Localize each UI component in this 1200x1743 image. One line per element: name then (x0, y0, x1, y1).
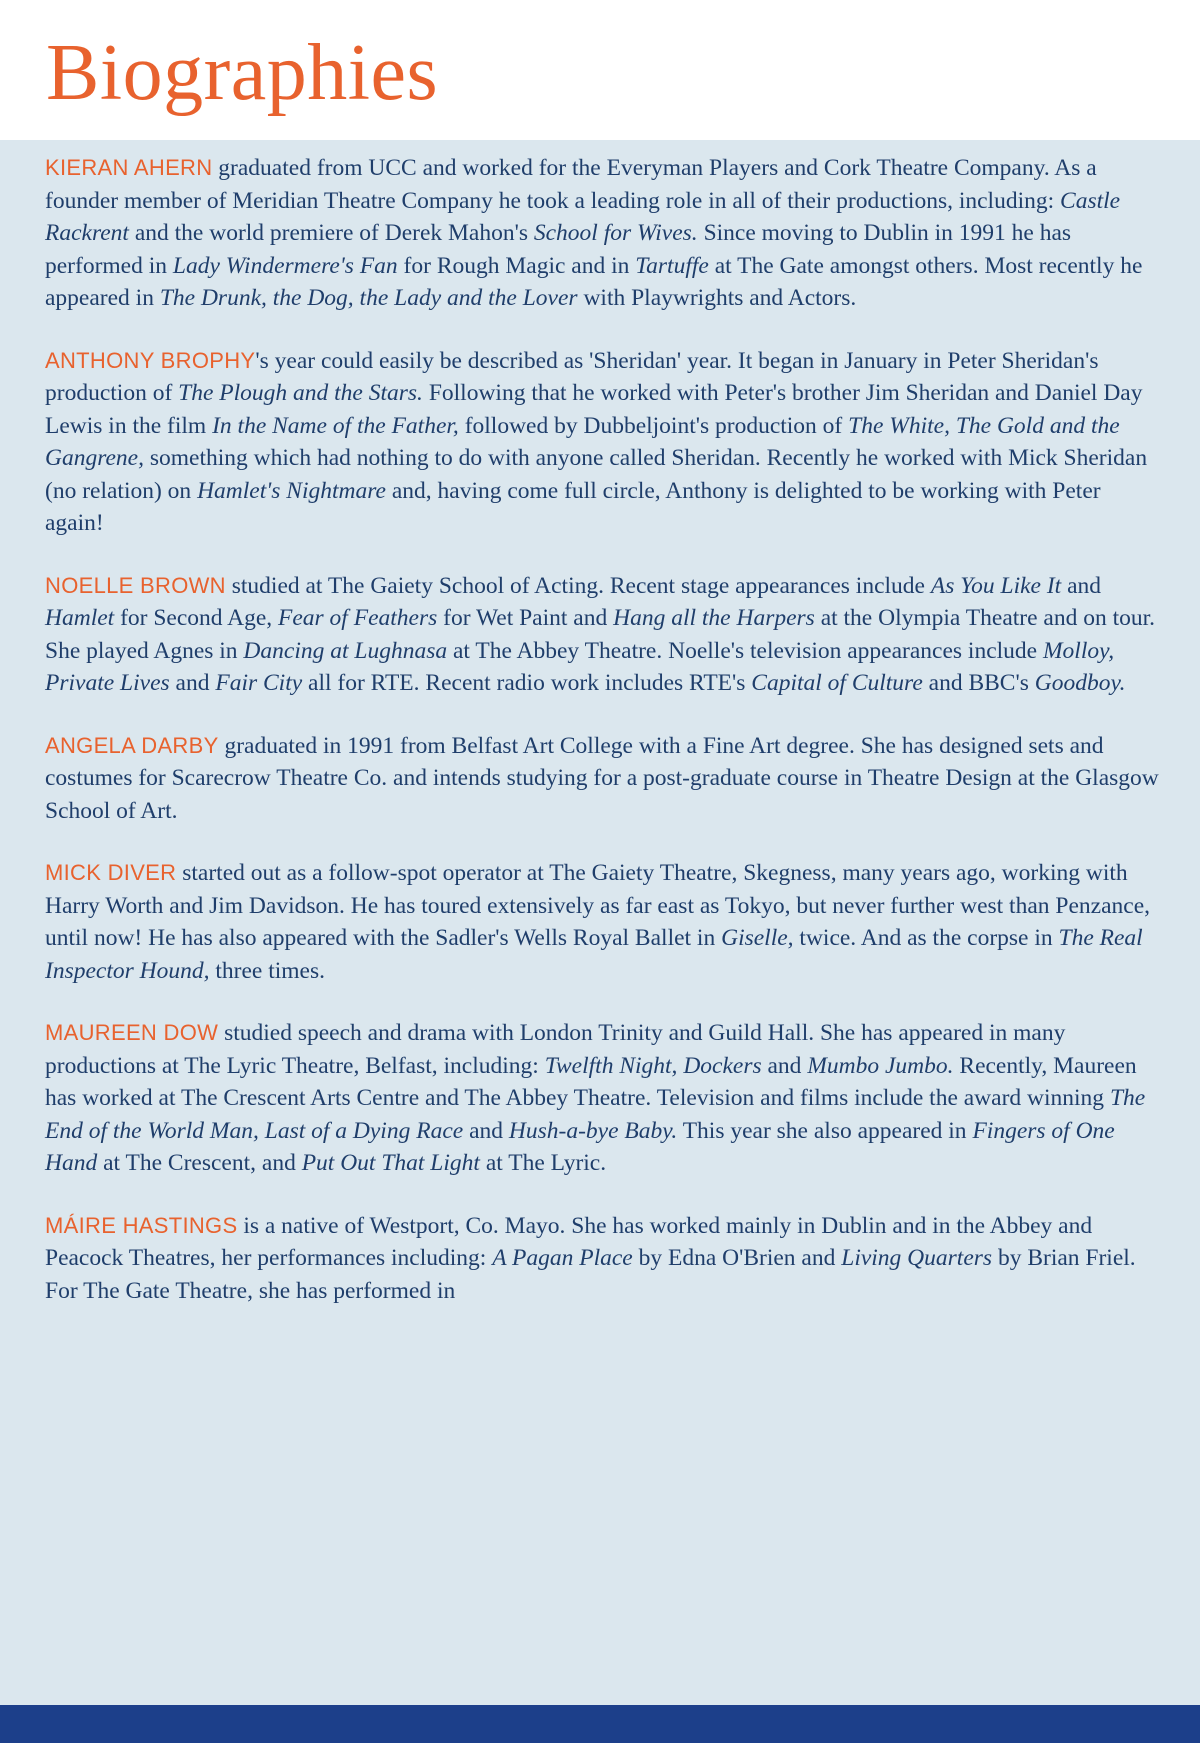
work-title: As You Like It (930, 572, 1062, 599)
biography-text: at The Gate amongst others. Most recently he appeared in (45, 252, 1143, 311)
biography-text: with Playwrights and Actors. (577, 285, 857, 311)
biography-name: MÁIRE HASTINGS (45, 1212, 238, 1238)
biography-text: for Second Age, (114, 605, 278, 631)
biography-entry (45, 1017, 1160, 1180)
biography-text: by Edna O'Brien and (632, 1245, 842, 1271)
work-title: Giselle, (721, 925, 794, 951)
biography-text: at The Abbey Theatre. Noelle's television appearances include (447, 637, 1043, 664)
biography-entry (45, 1210, 1160, 1308)
work-title: Fingers of One Hand (45, 1117, 1115, 1176)
biography-text: all for RTE. Recent radio work includes RTE's (302, 670, 752, 696)
work-title: The White, The Gold and the Gangrene, (45, 412, 1120, 471)
work-title: A Pagan Place (492, 1245, 633, 1271)
work-title: Dancing at Lughnasa (243, 637, 448, 664)
biography-text: at the Olympia Theatre and on tour. She played Agnes in (45, 605, 1156, 664)
work-title: The Real Inspector Hound, (45, 925, 1143, 984)
work-title: Fear of Feathers (278, 605, 438, 631)
biography-text: and (169, 670, 216, 696)
biography-text: 's year could easily be described as 'Sheridan' year. It began in January in Peter Sheridan's production of (45, 347, 1099, 406)
biography-text: and (1061, 572, 1102, 599)
biography-text: graduated from UCC and worked for the Everyman Players and Cork Theatre Company. As a founder member of Meridian Theatre Company he took a leading role in all of their productions, including: (45, 155, 1097, 214)
biography-text: studied speech and drama with London Trinity and Guild Hall. She has appeared in many productions at The Lyric Theatre, Belfast, including: (45, 1020, 1066, 1079)
biography-text: graduated in 1991 from Belfast Art College with a Fine Art degree. She has designed sets and costumes for Scarecrow Theatre Co. and intends studying for a post-graduate course in Theatre Design at the Glasgow School of Art. (45, 732, 1159, 824)
biography-name: NOELLE BROWN (45, 572, 226, 598)
work-title: Lady Windermere's Fan (172, 252, 398, 279)
work-title: Hang all the Harpers (613, 605, 815, 631)
biography-entry (45, 152, 1160, 315)
biography-text: Since moving to Dublin in 1991 he has performed in (45, 220, 1072, 279)
work-title: Fair City (215, 670, 303, 696)
work-title: Put Out That Light (301, 1150, 480, 1176)
biography-text: This year she also appeared in (677, 1117, 973, 1144)
biography-text: for Rough Magic and in (397, 252, 636, 279)
biography-text: something which had nothing to do with anyone called Sheridan. Recently he worked with Mick Sheridan (no relation) on (45, 445, 1148, 504)
biography-entry (45, 345, 1160, 540)
biography-entry (45, 570, 1160, 700)
work-title: Mumbo Jumbo. (807, 1052, 954, 1079)
page-header (0, 0, 1200, 140)
biography-text: and BBC's (922, 670, 1035, 696)
biography-text: and (761, 1052, 808, 1079)
work-title: The Plough and the Stars. (178, 380, 423, 406)
biography-text: followed by Dubbeljoint's production of (458, 412, 849, 439)
biography-text: and the world premiere of Derek Mahon's (128, 220, 534, 246)
biography-text: is a native of Westport, Co. Mayo. She has worked mainly in Dublin and in the Abbey and Peacock Theatres, her performances including: (45, 1212, 1093, 1271)
work-title: Tartuffe (635, 252, 709, 279)
biography-name: ANTHONY BROPHY (45, 347, 256, 373)
work-title: The End of the World Man, Last of a Dying Race (45, 1085, 1146, 1144)
biography-name: MICK DIVER (45, 860, 177, 885)
work-title: Molloy, Private Lives (45, 637, 1115, 696)
biography-text: and (463, 1117, 509, 1144)
biography-text: three times. (209, 957, 325, 984)
work-title: In the Name of the Father, (212, 412, 459, 439)
work-title: The Drunk, the Dog, the Lady and the Lover (159, 285, 578, 311)
biography-text: for Wet Paint and (437, 605, 614, 631)
work-title: Hamlet's Nightmare (197, 477, 386, 504)
biography-name: MAUREEN DOW (45, 1020, 219, 1045)
page-title: Biographies (46, 29, 439, 117)
biography-text: at The Crescent, and (97, 1150, 302, 1176)
work-title: Capital of Culture (751, 670, 923, 696)
work-title: School for Wives. (533, 220, 698, 246)
biography-name: ANGELA DARBY (45, 732, 219, 758)
biography-text: and, having come full circle, Anthony is delighted to be working with Peter again! (45, 477, 1101, 536)
biography-text: twice. And as the corpse in (793, 925, 1059, 951)
biography-text: studied at The Gaiety School of Acting. Recent stage appearances include (225, 572, 931, 599)
footer-band (0, 1705, 1200, 1743)
biography-entry (45, 730, 1160, 828)
biography-text: at The Lyric. (479, 1150, 607, 1176)
biography-text: Following that he worked with Peter's brother Jim Sheridan and Daniel Day Lewis in the film (45, 380, 1143, 439)
biography-entry (45, 857, 1160, 987)
work-title: Twelfth Night, (544, 1052, 678, 1079)
work-title: Living Quarters (841, 1245, 993, 1271)
work-title: Hush-a-bye Baby. (508, 1117, 678, 1144)
biography-text: Recently, Maureen has worked at The Crescent Arts Centre and The Abbey Theatre. Television and films include the award winning (45, 1052, 1137, 1111)
biography-text: by Brian Friel. For The Gate Theatre, she has performed in (45, 1245, 1136, 1304)
biography-list (45, 152, 1160, 1337)
biography-name: KIERAN AHERN (45, 155, 213, 180)
work-title: Goodboy. (1034, 670, 1126, 696)
biography-text: started out as a follow-spot operator at The Gaiety Theatre, Skegness, many years ago, working with Harry Worth and Jim Davidson. He has toured extensively as far east as Tokyo, but never further west than Penzance, until now! He has also appeared with the Sadler's Wells Royal Ballet in (45, 860, 1150, 951)
work-title: Dockers (683, 1052, 762, 1079)
work-title: Castle Rackrent (45, 187, 1121, 246)
work-title: Hamlet (45, 605, 115, 631)
